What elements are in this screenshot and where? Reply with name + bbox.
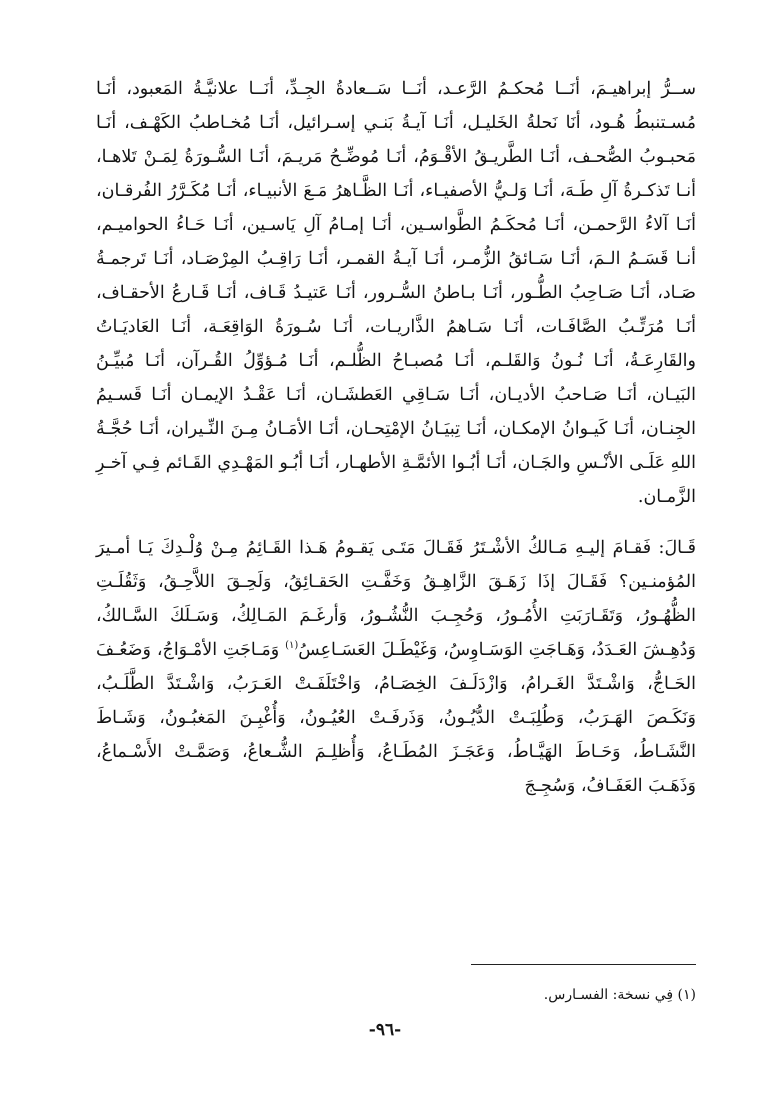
footnote: (١) فِي نسخة: الفسـارس. xyxy=(543,987,696,1003)
paragraph-text: وَمَـاجَتِ الأمْـوَاجُ، وَضَعُـفَ الحَـاجُّ، وَاشْـتَدَّ الغَـرامُ، وَازْدَلَـفَ الخِصَـامُ، وَاخْتَلَفَـتْ العَـرَبُ، وَاشْـتَدَّ الطَّلَـبُ، وَنَكَـصَ الهَـرَبُ، وَطُلِبَـتْ الدُّيُـونُ، وَذَرفَـتْ العُيُـونُ، وَأُغْبِـنَ المَغبُـونُ، وَشَـاطَ النَّشَـاطُ، وَحَـاطَ الهَيَّـاطُ، وَعَجَـزَ المُطَـاعُ، وَأُظلِـمَ الشُّـعاعُ، وَصَمَّـتْ الأَسْـماعُ، وَذَهَـبَ العَفَـافُ، وَسُجِـجَ xyxy=(96,640,696,796)
paragraph xyxy=(96,531,696,803)
footnote-divider xyxy=(471,964,696,965)
paragraph-text: ســرُّ إبراهيـمَ، أنَــا مُحكـمُ الرَّعـد، أنَــا سَــعادةُ الجِـدِّ، أنَــا علانيَّـةُ المَعبود، أنَـا مُسـتنبطُ هُـود، أنَا نَحلةُ الخَليـل، أنَـا آيـةُ بَنـي إسـرائيل، أنَـا مُخـاطبُ الكَهْـف، أنَـا مَحبـوبُ الصُّحـف، أنَـا الطَّريـقُ الأقْـوَمُ، أنَـا مُوضِّـحُ مَريـمَ، أنَـا السُّـورَةُ لِمَـنْ تَلاهـا، أنـا تَذكـرةُ آلِ طَـهَ، أنَـا وَلـيُّ الأصفيـاء، أنَـا الظَّـاهرُ مَـعَ الأنبيـاء، أنَـا مُكَـرَّرُ الفُرقـان، أنَـا آلاءُ الرَّحمـن، أنَـا مُحكَـمُ الطَّواسـين، أنَـا إمـامُ آلِ يَاسـين، أنَـا حَـاءُ الحواميـم، أنـا قَسَـمُ الـمَ، أنَـا سَـائقُ الزُّمـر، أنَـا آيـةُ القمـر، أنَـا رَاقِـبُ المِرْصَـاد، أنَـا تَرجمـةُ صَـاد، أنَـا صَـاحِبُ الطُّـور، أنَـا بـاطنُ السُّـرور، أنَـا عَتيـدُ قَـاف، أنَـا قَـارعُ الأحقـاف، أنَـا مُرَتِّـبُ الصَّافَـات، أنَـا سَـاهمُ الذَّاريـات، أنَـا سُـورَةُ الوَاقِعَـة، أنَـا العَاديَـاتُ والقَارِعَـةُ، أنَـا نُـونُ وَالقَلـم، أنَـا مُصبـاحُ الظُّلـم، أنَـا مُـؤوِّلُ القُـرآن، أنَـا مُبيِّـنُ البَيـان، أنَـا صَـاحبُ الأديـان، أنَـا سَـاقِي العَطشَـان، أنَـا عَقْـدُ الإيمـان أنَـا قَسـيمُ الجِنـان، أنَـا كَيـوانُ الإمكـان، أنَـا تِبيَـانُ الإمْتِحـان، أنَـا الأمَـانُ مِـنَ النِّـيران، أنَـا حُجَّـةُ اللهِ عَلَـى الأنْـسِ والجَـان، أنَـا أبُـوا الأئمَّـةِ الأطهـار، أنَـا أبُـو المَهْـدِي القَـائم فِـي آخـرِ الزَّمـان. xyxy=(96,79,696,507)
paragraph-text: قَـالَ: فَقـامَ إليـهِ مَـالكُ الأشْـتَرُ فَقَـالَ مَتَـى يَقـومُ هَـذا القَـائِمُ مِـنْ وُلْـدِكَ يَـا أمـيرَ المُؤمنـين؟ فَقَـالَ إذَا زَهَـقَ الزَّاهِـقُ وَخَفَّـتِ الحَقـائِقُ، وَلَحِـقَ اللاَّحِـقُ، وَثَقُلَـتِ الظُّهُـورُ، وَتَقَـارَبَتِ الأُمُـورُ، وَحُجِـبَ النُّشُـورُ، وَأرغَـمَ المَـالِكُ، وَسَـلَكَ السَّـالكُ، وَدُهِـشَ العَـدَدُ، وَهَـاجَتِ الوَسَـاوِسُ، وَغَيْطَـلَ العَسَـاعِسُ xyxy=(96,538,696,660)
main-text xyxy=(96,72,696,803)
footnote-reference: (١) xyxy=(285,640,299,652)
page-number: -٩٦- xyxy=(368,1020,402,1040)
paragraph xyxy=(96,72,696,514)
